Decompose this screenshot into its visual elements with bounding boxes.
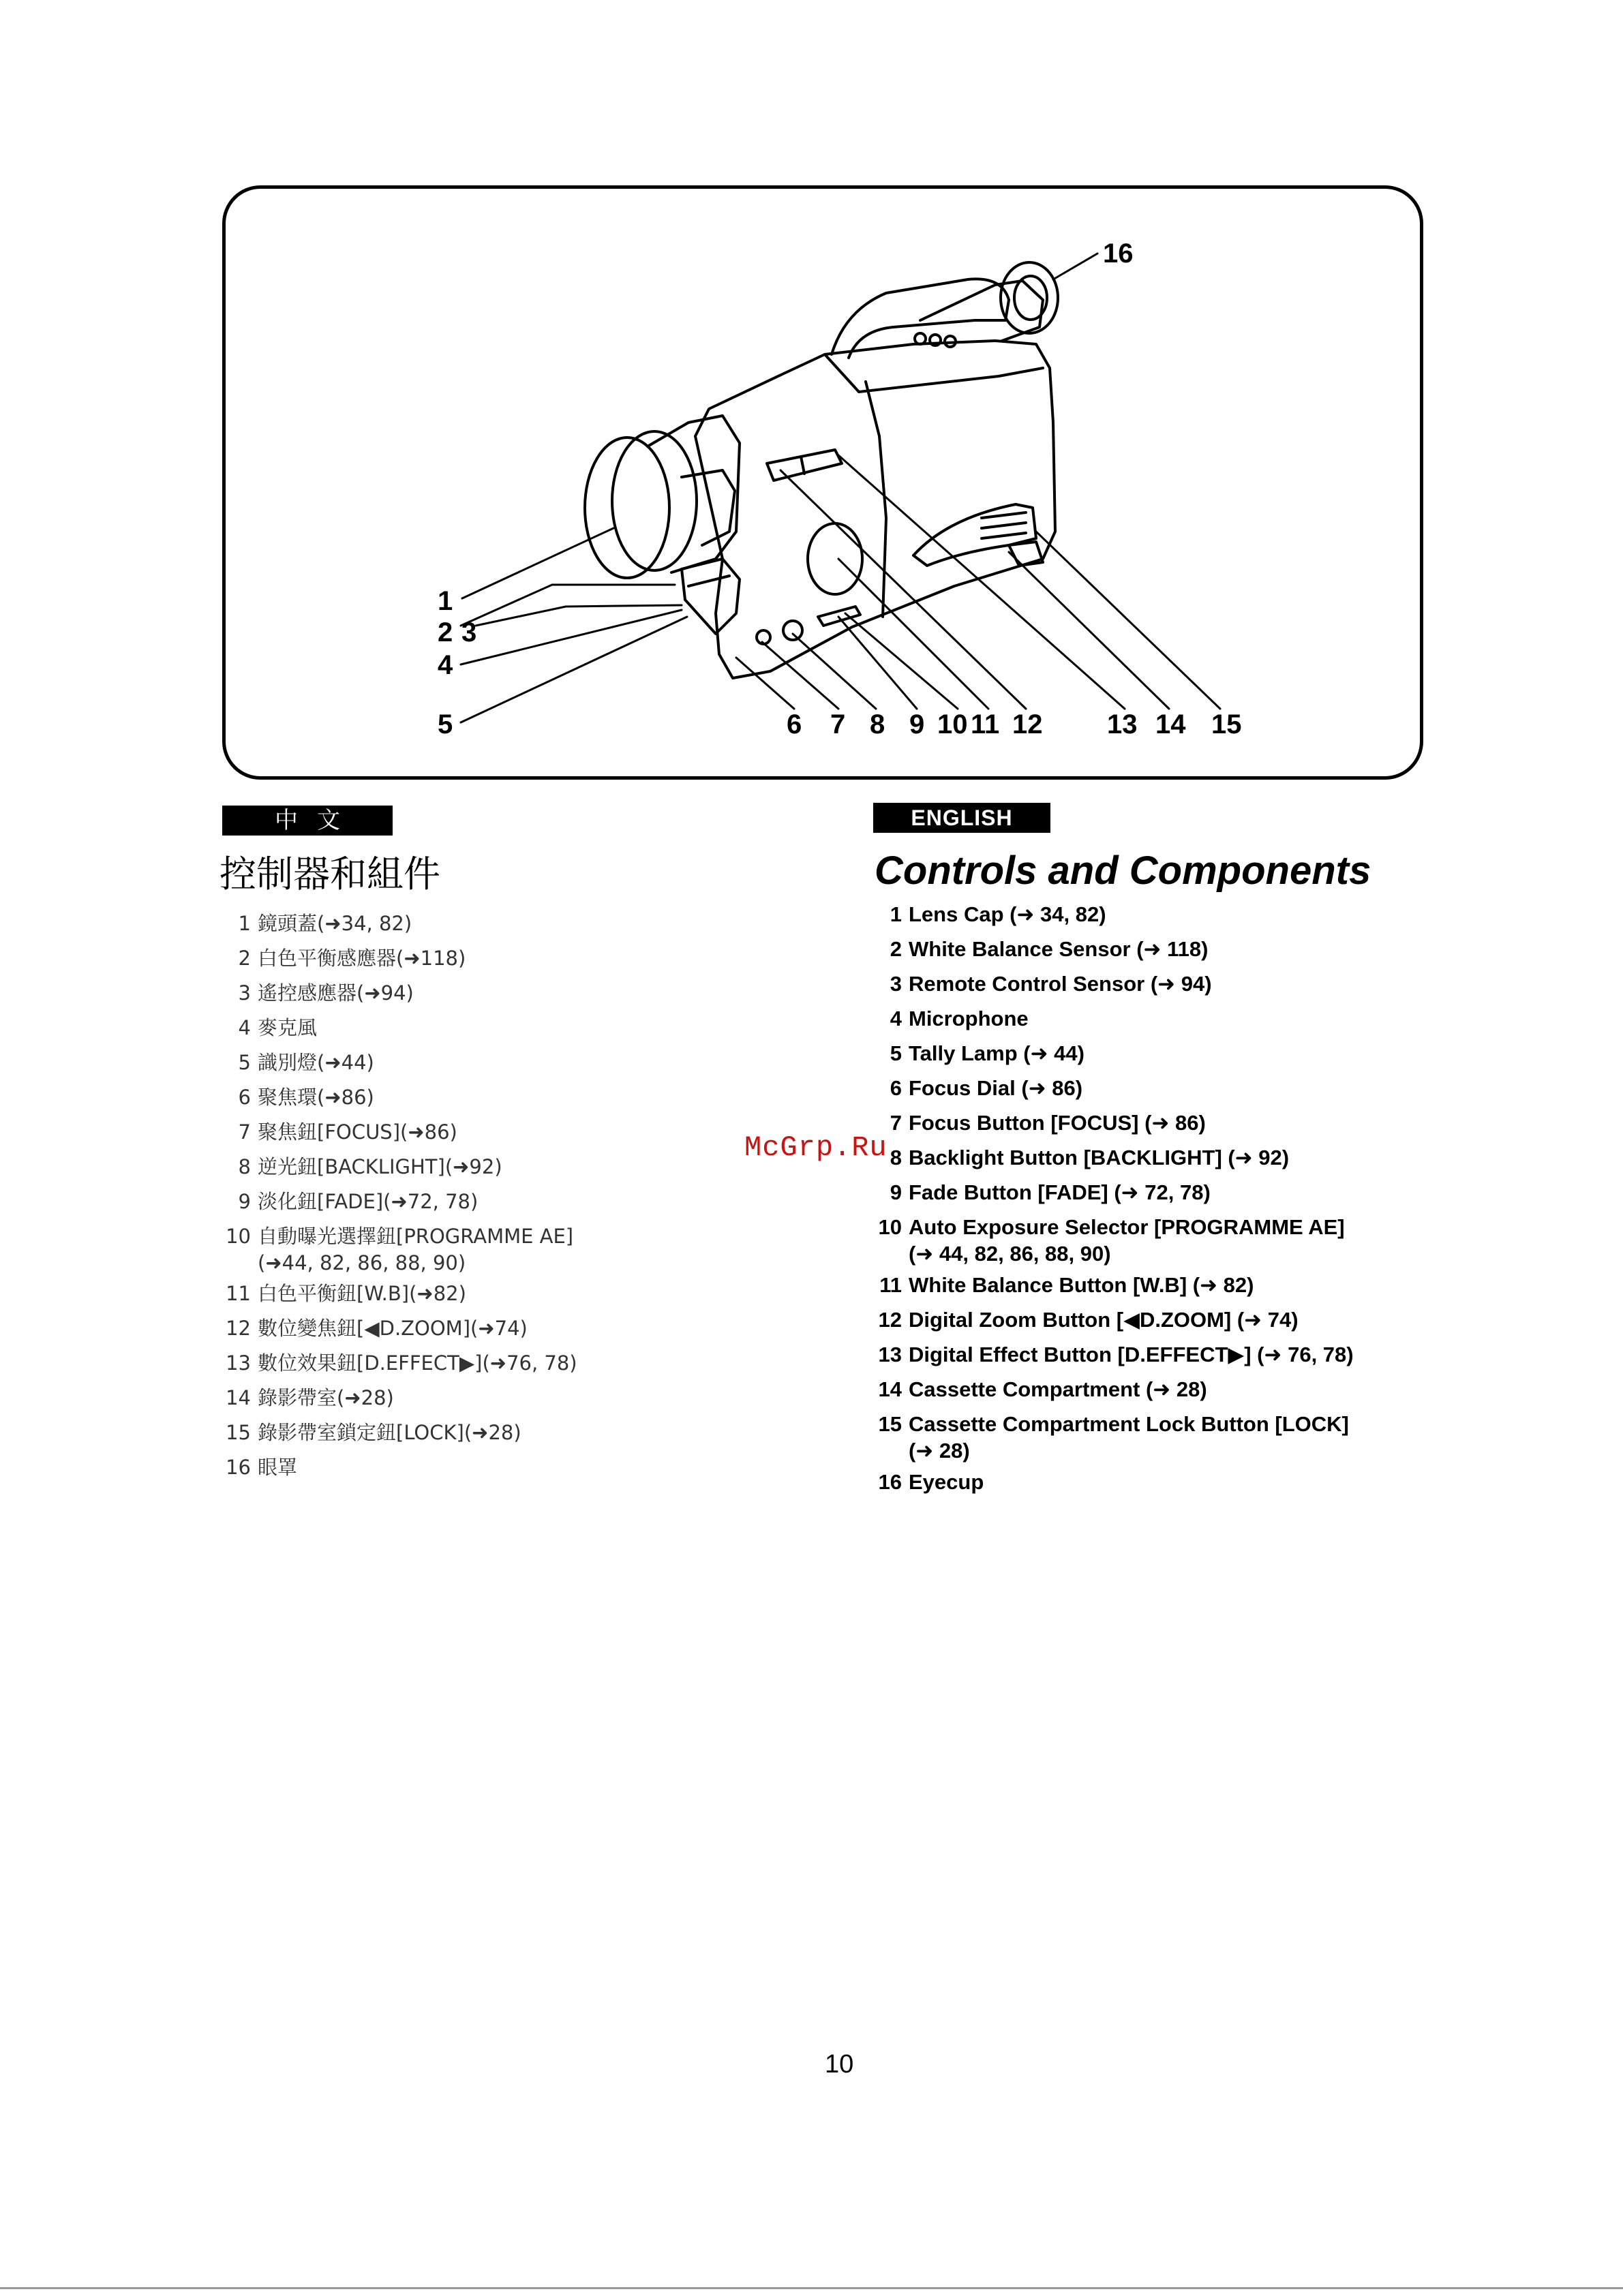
backlight-fade-slot	[767, 450, 842, 480]
item-text: 眼罩	[258, 1456, 298, 1479]
list-item	[222, 1311, 836, 1346]
list-item	[222, 1450, 836, 1485]
item-number: 16	[226, 1456, 251, 1479]
callout-10: 10	[937, 709, 968, 739]
list-item	[222, 1415, 836, 1450]
item-number: 7	[238, 1120, 251, 1144]
callout-1: 1	[438, 586, 453, 616]
item-text: 麥克風	[258, 1016, 318, 1039]
item-text: 淡化鈕[FADE](➜72, 78)	[258, 1190, 479, 1213]
callout-4: 4	[438, 650, 453, 680]
callout-11: 11	[971, 709, 1000, 739]
item-text: 錄影帶室(➜28)	[258, 1386, 394, 1409]
lens-cap	[585, 438, 669, 578]
list-item	[873, 1465, 1596, 1499]
item-number: 7	[890, 1111, 902, 1135]
item-number: 13	[878, 1343, 902, 1366]
item-number: 10	[226, 1225, 251, 1248]
callout-14: 14	[1155, 709, 1186, 739]
item-number: 12	[878, 1308, 902, 1332]
callout-8: 8	[870, 709, 885, 739]
list-item	[222, 1184, 836, 1219]
item-text: 識別燈(➜44)	[258, 1051, 374, 1074]
item-number: 9	[238, 1190, 251, 1213]
item-text: 白色平衡鈕[W.B](➜82)	[258, 1282, 466, 1305]
callout-13: 13	[1107, 709, 1138, 739]
list-item	[873, 1071, 1596, 1105]
item-text: Eyecup	[909, 1470, 984, 1494]
item-number: 4	[890, 1007, 902, 1030]
english-components-list	[873, 897, 1596, 1499]
callout-2: 2	[438, 617, 453, 647]
body-top-edge	[825, 354, 1043, 392]
item-continuation: (➜ 28)	[909, 1439, 970, 1463]
programme-ae-dial	[808, 523, 862, 594]
item-text: Cassette Compartment (➜ 28)	[909, 1377, 1207, 1401]
item-text: White Balance Button [W.B] (➜ 82)	[909, 1273, 1254, 1297]
item-text: Cassette Compartment Lock Button [LOCK]	[909, 1412, 1349, 1436]
list-item	[222, 976, 836, 1011]
item-number: 2	[238, 947, 251, 970]
list-item	[222, 1080, 836, 1115]
callout-6: 6	[787, 709, 802, 739]
list-item	[873, 1140, 1596, 1175]
item-text: Tally Lamp (➜ 44)	[909, 1041, 1084, 1065]
chinese-section-title: 控制器和組件	[219, 853, 440, 896]
item-text: 數位變焦鈕[◀D.ZOOM](➜74)	[258, 1317, 528, 1340]
list-item	[873, 932, 1596, 966]
item-text: 鏡頭蓋(➜34, 82)	[258, 912, 412, 935]
item-text: Focus Dial (➜ 86)	[909, 1076, 1083, 1100]
list-item	[873, 1036, 1596, 1071]
item-number: 2	[890, 937, 902, 961]
lock-button	[1009, 542, 1043, 566]
list-item	[873, 1372, 1596, 1407]
list-item	[873, 1407, 1596, 1465]
list-item	[873, 1268, 1596, 1302]
bottom-rule	[0, 2287, 1623, 2289]
focus-button	[783, 621, 802, 640]
item-text: Lens Cap (➜ 34, 82)	[909, 902, 1106, 926]
item-number: 16	[878, 1470, 902, 1494]
callout-16: 16	[1103, 239, 1134, 269]
item-number: 3	[890, 972, 902, 996]
list-item	[873, 897, 1596, 932]
chinese-section-tab: 中文	[222, 806, 393, 836]
callout-12: 12	[1012, 709, 1043, 739]
item-text: 數位效果鈕[D.EFFECT▶](➜76, 78)	[258, 1351, 577, 1375]
item-number: 6	[890, 1076, 902, 1100]
item-text: Backlight Button [BACKLIGHT] (➜ 92)	[909, 1146, 1290, 1169]
list-item	[873, 1210, 1596, 1268]
item-text: 自動曝光選擇鈕[PROGRAMME AE]	[258, 1225, 574, 1248]
item-text: 白色平衡感應器(➜118)	[258, 947, 466, 970]
item-text: Auto Exposure Selector [PROGRAMME AE]	[909, 1215, 1345, 1239]
english-section-tab: ENGLISH	[873, 803, 1050, 833]
item-text: 聚焦環(➜86)	[258, 1086, 374, 1109]
item-number: 8	[890, 1146, 902, 1169]
list-item	[873, 1105, 1596, 1140]
item-number: 11	[879, 1273, 902, 1297]
item-text: Remote Control Sensor (➜ 94)	[909, 972, 1212, 996]
item-text: 遙控感應器(➜94)	[258, 981, 414, 1005]
list-item	[873, 1001, 1596, 1036]
list-item	[222, 1150, 836, 1184]
item-number: 11	[226, 1282, 251, 1305]
list-item	[222, 1219, 836, 1276]
camcorder-illustration	[0, 0, 1623, 784]
item-number: 13	[226, 1351, 251, 1375]
callout-9: 9	[909, 709, 925, 739]
item-number: 14	[878, 1377, 902, 1401]
list-item	[222, 1045, 836, 1080]
item-number: 3	[238, 981, 251, 1005]
page-number: 10	[825, 2050, 854, 2079]
item-number: 14	[226, 1386, 251, 1409]
list-item	[222, 1115, 836, 1150]
item-text: 逆光鈕[BACKLIGHT](➜92)	[258, 1155, 502, 1178]
item-continuation: (➜44, 82, 86, 88, 90)	[258, 1251, 466, 1274]
leader-lines	[461, 254, 1220, 722]
item-text: White Balance Sensor (➜ 118)	[909, 937, 1209, 961]
item-number: 4	[238, 1016, 251, 1039]
item-number: 5	[890, 1041, 902, 1065]
item-number: 9	[890, 1180, 902, 1204]
list-item	[873, 966, 1596, 1001]
callout-7: 7	[830, 709, 846, 739]
watermark: McGrp.Ru	[744, 1131, 888, 1164]
item-continuation: (➜ 44, 82, 86, 88, 90)	[909, 1242, 1111, 1266]
item-number: 1	[238, 912, 251, 935]
item-number: 15	[226, 1421, 251, 1444]
item-number: 6	[238, 1086, 251, 1109]
english-section-title: Controls and Components	[875, 848, 1371, 893]
list-item	[222, 941, 836, 976]
front-sensor-block	[682, 559, 740, 634]
list-item	[222, 1381, 836, 1415]
callout-3: 3	[461, 617, 477, 647]
item-number: 8	[238, 1155, 251, 1178]
item-number: 10	[878, 1215, 902, 1239]
list-item	[222, 1276, 836, 1311]
item-text: Digital Effect Button [D.EFFECT▶] (➜ 76, 78)	[909, 1343, 1354, 1366]
item-text: Focus Button [FOCUS] (➜ 86)	[909, 1111, 1206, 1135]
item-number: 1	[890, 902, 902, 926]
item-number: 12	[226, 1317, 251, 1340]
item-text: Fade Button [FADE] (➜ 72, 78)	[909, 1180, 1211, 1204]
list-item	[873, 1175, 1596, 1210]
item-text: Microphone	[909, 1007, 1029, 1030]
list-item	[873, 1337, 1596, 1372]
callout-5: 5	[438, 709, 453, 739]
chinese-components-list	[222, 906, 836, 1485]
body-panel-line	[866, 382, 886, 617]
list-item	[222, 906, 836, 941]
item-text: 聚焦鈕[FOCUS](➜86)	[258, 1120, 457, 1144]
list-item	[873, 1302, 1596, 1337]
list-item	[222, 1346, 836, 1381]
list-item	[222, 1011, 836, 1045]
item-text: Digital Zoom Button [◀D.ZOOM] (➜ 74)	[909, 1308, 1299, 1332]
item-text: 錄影帶室鎖定鈕[LOCK](➜28)	[258, 1421, 521, 1444]
item-number: 5	[238, 1051, 251, 1074]
callout-15: 15	[1211, 709, 1242, 739]
item-number: 15	[878, 1412, 902, 1436]
